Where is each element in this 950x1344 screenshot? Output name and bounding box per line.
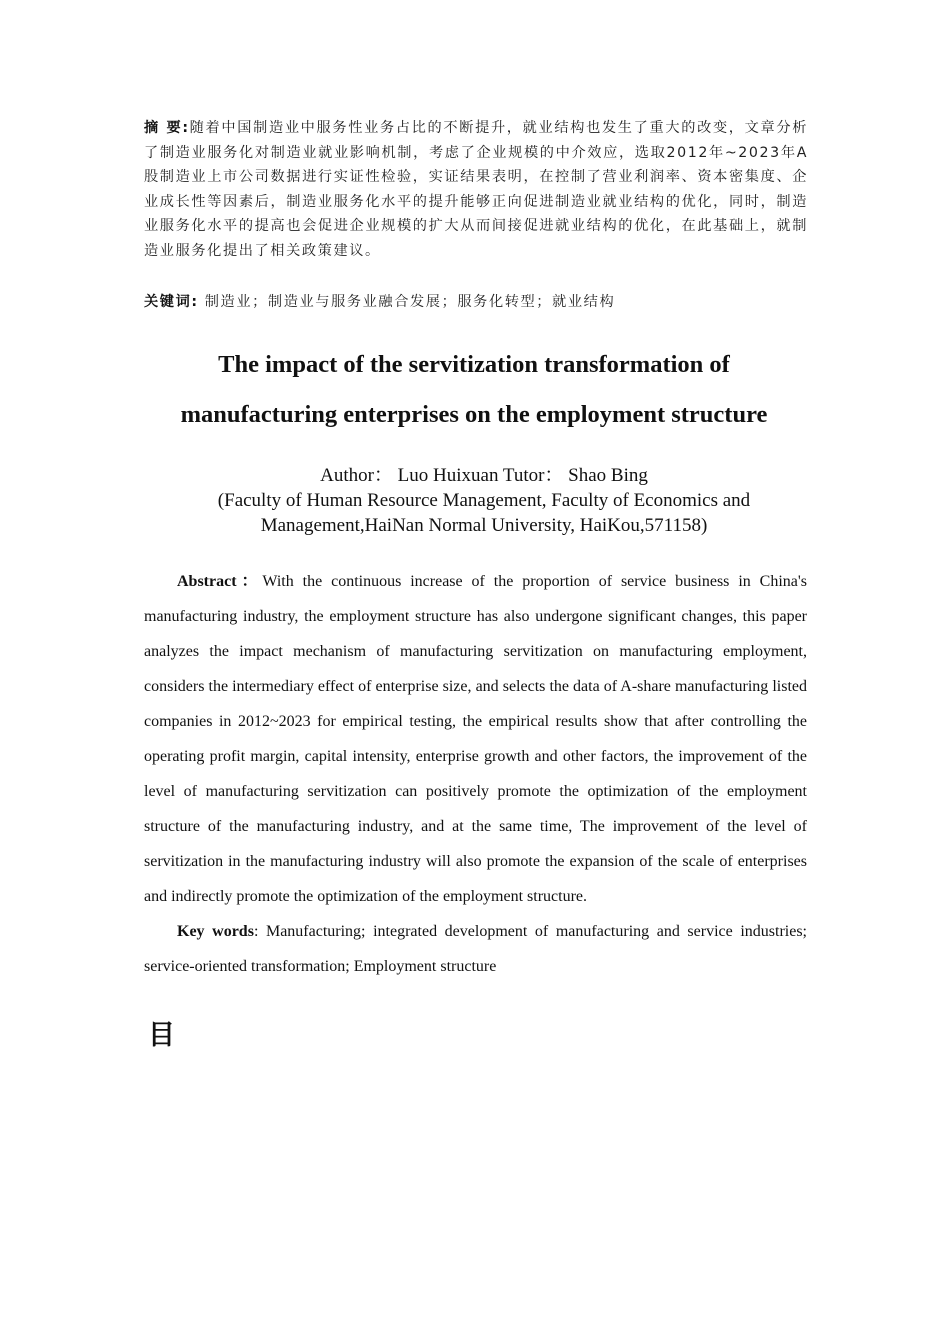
english-abstract-text: With the continuous increase of the proportion of service business in China's manufacturing industry, the employment structure has also undergone significant changes, this paper analyzes the impact mechanism of manufacturing servitization on manufacturing employment, considers the intermediary effect of enterprise size, and selects the data of A-share manufacturing listed companies in 2012~2023 for empirical testing, the empirical results show that after controlling the operating profit margin, capital intensity, enterprise growth and other factors, the improvement of the level of manufacturing servitization can positively promote the optimization of the employment structure of the manufacturing industry, and at the same time, The improvement of the level of servitization in the manufacturing industry will also promote the expansion of the scale of enterprises and indirectly promote the optimization of the employment structure. — [144, 573, 808, 905]
english-title — [100, 340, 848, 440]
chinese-abstract — [144, 116, 808, 264]
chinese-abstract-label: 摘 要: — [144, 120, 190, 136]
english-abstract-section — [144, 564, 807, 984]
english-abstract — [144, 564, 807, 914]
english-keywords-text: : Manufacturing; integrated development of manufacturing and service industries; service-oriented transformation; Employment structure — [144, 923, 808, 975]
author-block — [100, 463, 868, 538]
english-keywords — [144, 914, 807, 984]
english-title-line-1: The impact of the servitization transformation of — [218, 351, 730, 378]
english-abstract-label: Abstract： — [177, 573, 263, 590]
chinese-keywords-label: 关键词: — [144, 294, 199, 310]
english-keywords-label: Key words — [177, 923, 254, 940]
table-of-contents-heading: 目 — [148, 1020, 175, 1051]
chinese-keywords — [144, 290, 808, 314]
chinese-keywords-text: 制造业；制造业与服务业融合发展；服务化转型；就业结构 — [204, 294, 616, 310]
chinese-abstract-text: 随着中国制造业中服务性业务占比的不断提升，就业结构也发生了重大的改变，文章分析了制造业服务化对制造业就业影响机制，考虑了企业规模的中介效应，选取2012年~2023年A股制造业上市公司数据进行实证性检验，实证结果表明，在控制了营业利润率、资本密集度、企业成长性等因素后，制造业服务化水平的提升能够正向促进制造业就业结构的优化，同时，制造业服务化水平的提高也会促进企业规模的扩大从而间接促进就业结构的优化，在此基础上，就制造业服务化提出了相关政策建议。 — [144, 120, 809, 259]
affiliation: (Faculty of Human Resource Management, Faculty of Economics and Management,HaiNan Normal University, HaiKou,571158) — [217, 490, 751, 536]
english-title-line-2: manufacturing enterprises on the employment structure — [180, 401, 768, 428]
author-tutor-line: Author： Luo Huixuan Tutor： Shao Bing — [320, 465, 648, 486]
